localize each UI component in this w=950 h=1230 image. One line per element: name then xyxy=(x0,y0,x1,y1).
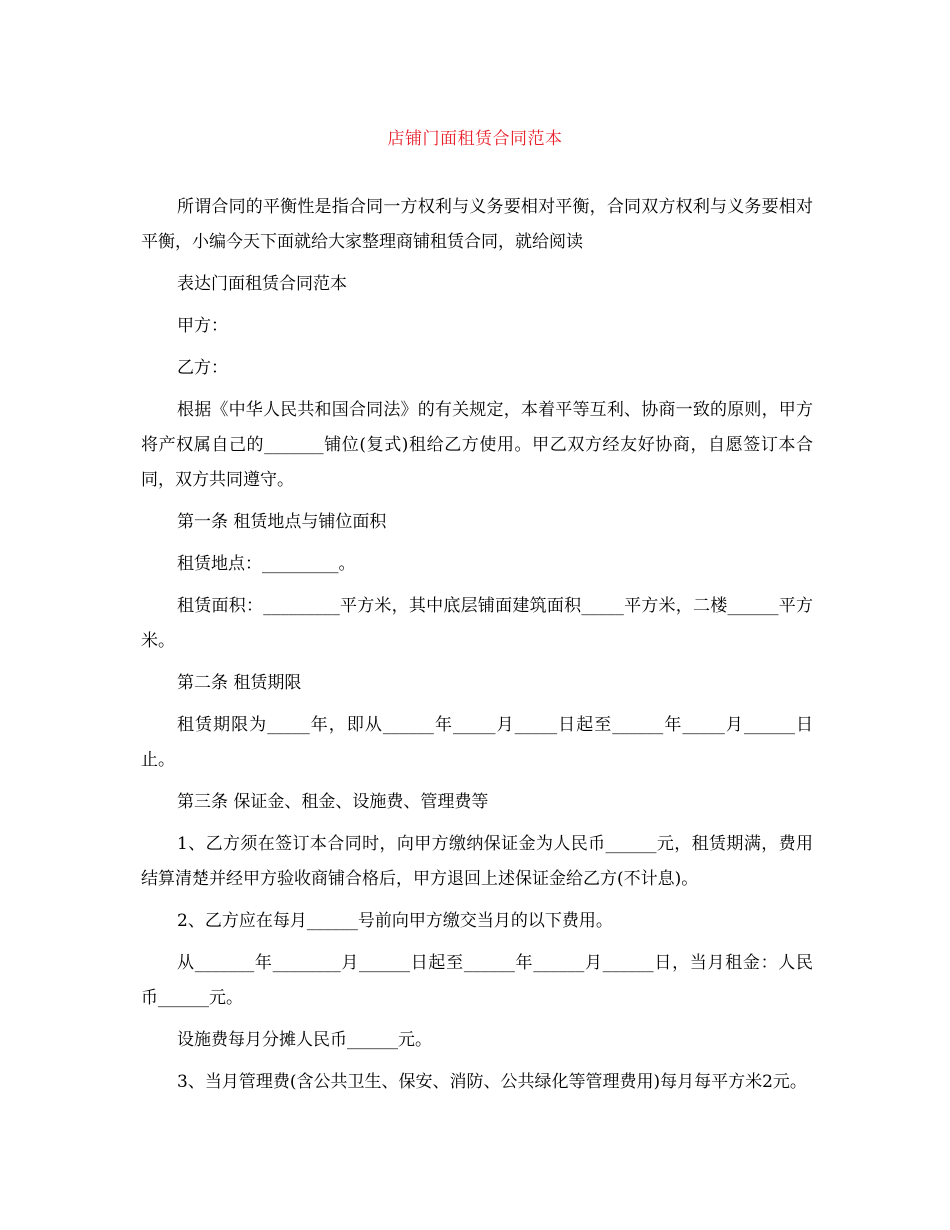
management-fee-paragraph: 3、当月管理费(含公共卫生、保安、消防、公共绿化等管理费用)每月每平方米2元。 xyxy=(177,1072,807,1092)
document-body xyxy=(141,190,813,1107)
lease-location-line: 租赁地点：_________。 xyxy=(177,554,356,574)
lease-area-paragraph: 租赁面积：_________平方米，其中底层铺面建筑面积_____平方米，二楼______平方米。 xyxy=(141,596,813,651)
party-b-line: 乙方： xyxy=(177,358,228,378)
article-2-heading: 第二条 租赁期限 xyxy=(177,673,302,693)
intro-paragraph: 所谓合同的平衡性是指合同一方权利与义务要相对平衡，合同双方权利与义务要相对平衡，小编今天下面就给大家整理商铺租赁合同，就给阅读 xyxy=(141,197,813,252)
party-a-line: 甲方： xyxy=(177,316,228,336)
preamble-paragraph: 根据《中华人民共和国合同法》的有关规定，本着平等互利、协商一致的原则，甲方将产权属自己的_______铺位(复式)租给乙方使用。甲乙双方经友好协商，自愿签订本合同，双方共同遵守。 xyxy=(141,400,813,490)
lease-term-paragraph: 租赁期限为_____年，即从______年_____月_____日起至______年_____月______日止。 xyxy=(141,715,813,770)
article-3-heading: 第三条 保证金、租金、设施费、管理费等 xyxy=(177,792,489,812)
deposit-paragraph: 1、乙方须在签订本合同时，向甲方缴纳保证金为人民币______元，租赁期满，费用结算清楚并经甲方验收商铺合格后，甲方退回上述保证金给乙方(不计息)。 xyxy=(141,834,813,889)
rent-period-paragraph: 从_______年________月______日起至______年______月______日，当月租金：人民币______元。 xyxy=(141,953,813,1008)
facility-fee-line: 设施费每月分摊人民币______元。 xyxy=(177,1030,432,1050)
document-title: 店铺门面租赁合同范本 xyxy=(387,129,563,149)
subtitle-paragraph: 表达门面租赁合同范本 xyxy=(177,274,347,294)
monthly-payment-paragraph: 2、乙方应在每月______号前向甲方缴交当月的以下费用。 xyxy=(177,911,613,931)
article-1-heading: 第一条 租赁地点与铺位面积 xyxy=(177,512,387,532)
